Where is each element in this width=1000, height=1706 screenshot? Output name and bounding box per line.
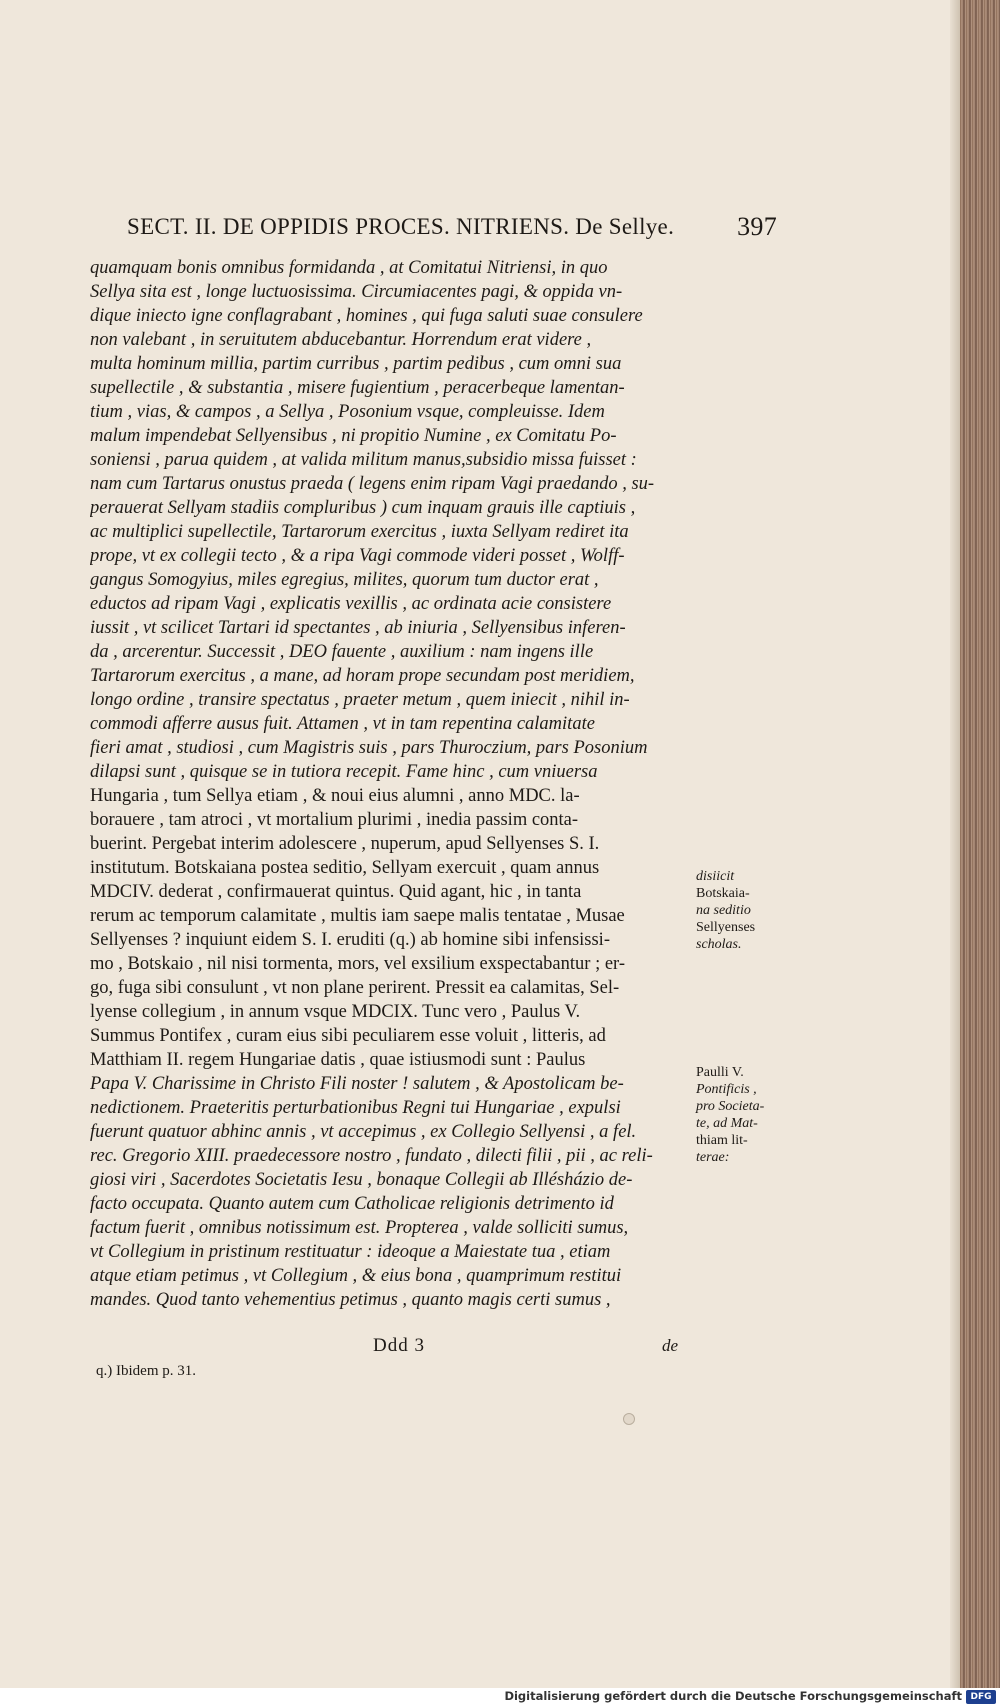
text-line: borauere , tam atroci , vt mortalium plurimi , inedia passim conta- bbox=[90, 810, 579, 830]
margin-note-line: thiam lit- bbox=[696, 1133, 748, 1148]
signature-mark: Ddd 3 bbox=[373, 1335, 425, 1356]
margin-note-line: disiicit bbox=[696, 869, 735, 884]
book-page-edges bbox=[960, 0, 1000, 1706]
text-line: fieri amat , studiosi , cum Magistris suis , pars Thuroczium, pars Posonium bbox=[90, 738, 648, 758]
margin-note-paulus bbox=[696, 1064, 786, 1166]
running-header bbox=[127, 214, 777, 248]
text-line: Matthiam II. regem Hungariae datis , quae istiusmodi sunt : Paulus bbox=[90, 1050, 586, 1070]
text-line: soniensi , parua quidem , at valida militum manus,subsidio missa fuisset : bbox=[90, 450, 637, 470]
margin-note-botskai bbox=[696, 868, 786, 953]
text-line: perauerat Sellyam stadiis compluribus ) cum inquam grauis ille captiuis , bbox=[90, 498, 636, 518]
text-line: Sellya sita est , longe luctuosissima. Circumiacentes pagi, & oppida vn- bbox=[90, 282, 623, 302]
text-line: non valebant , in seruitutem abducebantur. Horrendum erat videre , bbox=[90, 330, 592, 350]
margin-note-line: te, ad Mat- bbox=[696, 1116, 758, 1131]
catchword: de bbox=[662, 1336, 679, 1355]
margin-note-line: Botskaia- bbox=[696, 886, 750, 901]
margin-note-line: Sellyenses bbox=[696, 920, 756, 935]
text-line: longo ordine , transire spectatus , praeter metum , quem iniecit , nihil in- bbox=[90, 690, 630, 710]
text-line: tium , vias, & campos , a Sellya , Posonium vsque, compleuisse. Idem bbox=[90, 402, 605, 422]
text-line: nam cum Tartarus onustus praeda ( legens enim ripam Vagi praedando , su- bbox=[90, 474, 655, 494]
text-line: supellectile , & substantia , misere fugientium , peracerbeque lamentan- bbox=[90, 378, 625, 398]
text-line: rec. Gregorio XIII. praedecessore nostro , fundato , dilecti filii , pii , ac reli- bbox=[90, 1146, 653, 1166]
margin-note-line: Pontificis , bbox=[696, 1082, 757, 1097]
margin-note-line: pro Societa- bbox=[696, 1099, 765, 1114]
text-line: Papa V. Charissime in Christo Fili noster ! salutem , & Apostolicam be- bbox=[90, 1074, 624, 1094]
text-line: facto occupata. Quanto autem cum Catholicae religionis detrimento id bbox=[90, 1194, 614, 1214]
main-text-block bbox=[90, 256, 694, 1312]
text-line: da , arcerentur. Successit , DEO fauente , auxilium : nam ingens ille bbox=[90, 642, 594, 662]
page-number: 397 bbox=[737, 212, 777, 241]
text-line: mo , Botskaio , nil nisi tormenta, mors, vel exsilium exspectabantur ; er- bbox=[90, 954, 626, 974]
text-line: eductos ad ripam Vagi , explicatis vexillis , ac ordinata acie consistere bbox=[90, 594, 612, 614]
text-line: MDCIV. dederat , confirmauerat quintus. Quid agant, hic , in tanta bbox=[90, 882, 582, 902]
text-line: gangus Somogyius, miles egregius, milites, quorum tum ductor erat , bbox=[90, 570, 599, 590]
text-line: Tartarorum exercitus , a mane, ad horam prope secundam post meridiem, bbox=[90, 666, 635, 686]
footnote: q.) Ibidem p. 31. bbox=[96, 1363, 196, 1379]
text-line: fuerunt quatuor abhinc annis , vt accepimus , ex Collegio Sellyensi , a fel. bbox=[90, 1122, 637, 1142]
text-line: iussit , vt scilicet Tartari id spectantes , ab iniuria , Sellyensibus inferen- bbox=[90, 618, 626, 638]
text-line: malum impendebat Sellyensibus , ni propitio Numine , ex Comitatu Po- bbox=[90, 426, 617, 446]
text-line: quamquam bonis omnibus formidanda , at Comitatui Nitriensi, in quo bbox=[90, 258, 608, 278]
running-title: SECT. II. DE OPPIDIS PROCES. NITRIENS. De Sellye. bbox=[127, 214, 675, 239]
text-line: ac multiplici supellectile, Tartarorum exercitus , iuxta Sellyam rediret ita bbox=[90, 522, 629, 542]
dfg-logo-icon: DFG bbox=[966, 1690, 996, 1704]
margin-note-line: terae: bbox=[696, 1150, 730, 1165]
text-line: Sellyenses ? inquiunt eidem S. I. eruditi (q.) ab homine sibi infensissi- bbox=[90, 930, 610, 950]
margin-note-line: scholas. bbox=[696, 937, 742, 952]
text-line: rerum ac temporum calamitate , multis iam saepe malis tentatae , Musae bbox=[90, 906, 625, 926]
text-line: nedictionem. Praeteritis perturbationibus Regni tui Hungariae , expulsi bbox=[90, 1098, 621, 1118]
text-line: mandes. Quod tanto vehementius petimus , quanto magis certi sumus , bbox=[90, 1290, 611, 1310]
text-line: institutum. Botskaiana postea seditio, Sellyam exercuit , quam annus bbox=[90, 858, 600, 878]
text-line: vt Collegium in pristinum restituatur : ideoque a Maiestate tua , etiam bbox=[90, 1242, 611, 1262]
text-line: commodi afferre ausus fuit. Attamen , vt in tam repentina calamitate bbox=[90, 714, 595, 734]
text-line: go, fuga sibi consulunt , vt non plane perirent. Pressit ea calamitas, Sel- bbox=[90, 978, 620, 998]
footer-credit: Digitalisierung gefördert durch die Deutsche Forschungsgemeinschaft bbox=[504, 1689, 962, 1703]
margin-note-line: Paulli V. bbox=[696, 1065, 744, 1080]
text-line: prope, vt ex collegii tecto , & a ripa Vagi commode videri posset , Wolff- bbox=[90, 546, 625, 566]
text-line: buerint. Pergebat interim adolescere , nuperum, apud Sellyenses S. I. bbox=[90, 834, 600, 854]
text-line: Hungaria , tum Sellya etiam , & noui eius alumni , anno MDC. la- bbox=[90, 786, 580, 806]
text-line: dique iniecto igne conflagrabant , homines , qui fuga saluti suae consulere bbox=[90, 306, 643, 326]
text-line: dilapsi sunt , quisque se in tutiora recepit. Fame hinc , cum vniuersa bbox=[90, 762, 598, 782]
paper-hole-mark bbox=[623, 1413, 635, 1425]
text-line: giosi viri , Sacerdotes Societatis Iesu , bonaque Collegii ab Illésházio de- bbox=[90, 1170, 633, 1190]
text-line: multa hominum millia, partim curribus , partim pedibus , cum omni sua bbox=[90, 354, 622, 374]
text-line: Summus Pontifex , curam eius sibi peculiarem esse voluit , litteris, ad bbox=[90, 1026, 606, 1046]
margin-note-line: na seditio bbox=[696, 903, 751, 918]
text-line: lyense collegium , in annum vsque MDCIX. Tunc vero , Paulus V. bbox=[90, 1002, 581, 1022]
text-line: factum fuerit , omnibus notissimum est. Propterea , valde solliciti sumus, bbox=[90, 1218, 629, 1238]
text-line: atque etiam petimus , vt Collegium , & eius bona , quamprimum restitui bbox=[90, 1266, 622, 1286]
